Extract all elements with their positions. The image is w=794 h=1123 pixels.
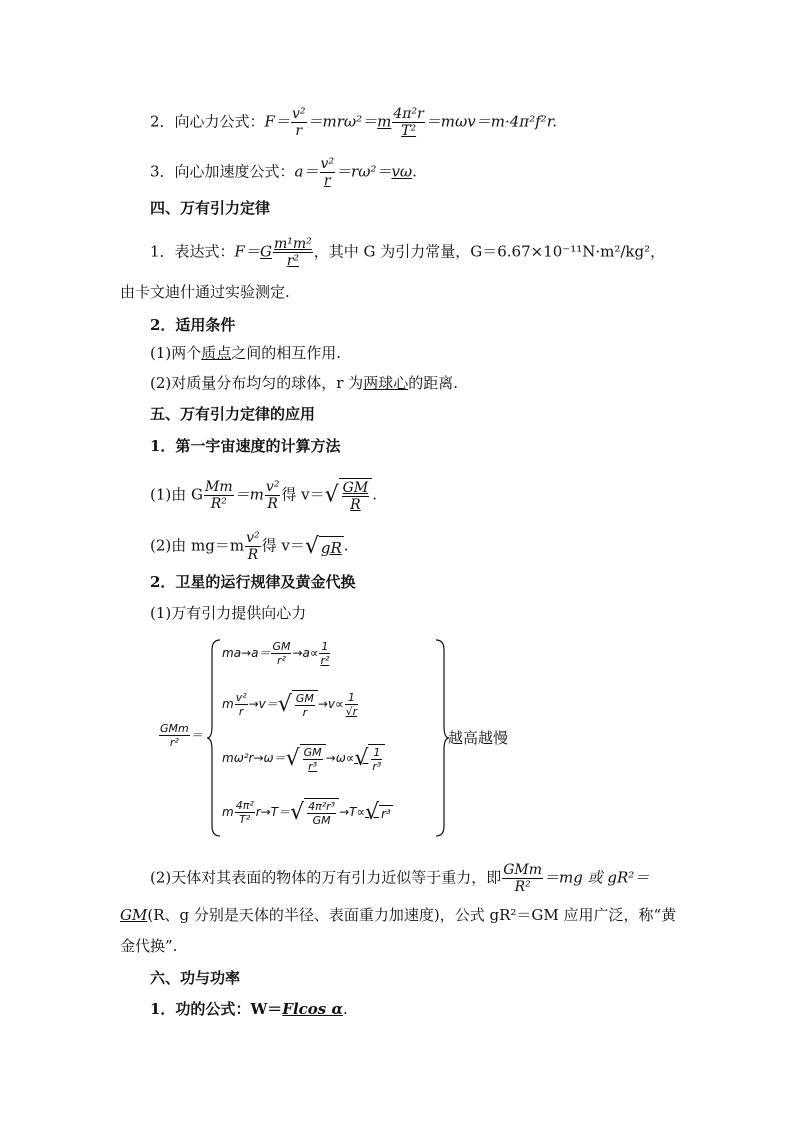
numerator: v² [246,530,260,546]
formula-centripetal-acceleration [150,156,417,189]
fraction [265,479,281,512]
denominator: r² [286,253,299,269]
formula-text: ＝mg 或 gR²＝ [544,868,650,887]
subheading-satellite: 2．卫星的运行规律及黄金代换 [150,573,356,591]
text: 的距离. [408,374,458,392]
relation-row-period [222,798,393,827]
text: (2)天体对其表面的物体的万有引力近似等于重力，即 [150,868,502,887]
denominator: R² [210,496,227,512]
fraction [392,106,424,139]
denominator: T² [401,123,417,139]
denominator: r² [169,736,179,749]
fraction [245,530,261,563]
denominator: r [323,173,331,189]
section-heading-gravitation: 四、万有引力定律 [150,199,271,217]
fraction [271,640,291,667]
radical-sign: √ [277,692,292,717]
radical-sign: √ [365,800,380,825]
formula-gravitation-law [150,236,665,269]
formula-text: ＝m [234,485,264,504]
numerator: v² [235,691,247,704]
fraction [159,722,190,749]
sqrt-expression [286,744,326,773]
item-number: 3．向心加速度公式： [150,162,295,181]
section-heading-applications: 五、万有引力定律的应用 [150,405,316,423]
denominator: T² [239,813,251,826]
denominator: r³ [372,760,382,773]
text: (R、g 分别是天体的半径、表面重力加速度)，公式 gR²＝GM 应用广泛，称“黄 [147,906,677,924]
denominator: r [302,706,308,719]
formula-text: m [222,805,234,819]
fraction [319,640,330,667]
answer: Flcos α [282,1000,343,1018]
formula-text: ＝mωv＝m·4π²f²r. [425,112,557,131]
formula-text: ma→a＝ [222,646,271,660]
radical-sign: √ [285,746,300,771]
lhs [158,722,203,749]
paragraph-text: 由卡文迪什通过实验测定. [120,283,290,301]
denominator: R² [514,879,531,895]
sqrt-expression [365,800,393,825]
numerator: Mm [205,479,233,495]
formula-text: mω²r→ω＝ [222,751,286,765]
sqrt-expression [278,690,318,719]
text: 得 v＝ [281,485,325,504]
numerator: GMm [503,862,543,878]
subheading-first-cosmic: 1．第一宇宙速度的计算方法 [150,437,341,455]
fraction [273,236,313,269]
formula-text: →v＝ [248,697,278,711]
sqrt-expression [304,533,344,559]
formula-text: F＝ [264,112,290,131]
numerator: v² [265,479,280,495]
text: (1)两个 [150,344,202,362]
text: . [372,485,377,504]
denominator: GM [312,814,331,827]
equals: ＝ [190,728,203,742]
radical-sign: √ [290,800,305,825]
radical-sign: √ [354,746,369,771]
formula-text: ＝rω²＝ [336,162,392,181]
answer: vω [391,162,413,181]
radicand: r³ [381,806,391,821]
numerator: GM [303,746,322,759]
numerator: 1 [321,640,329,653]
formula-first-cosmic-2 [150,530,349,563]
formula-text: m [377,112,392,131]
answer: 质点 [201,344,232,362]
sqrt-expression [354,744,385,773]
formula-text: →a∝ [292,646,319,660]
answer: gR [319,536,344,558]
denominator: r² [276,654,286,667]
numerator: GMm [160,722,189,735]
relation-row-v [222,690,359,719]
denominator: r³ [308,760,318,773]
subheading-centripetal-source: (1)万有引力提供向心力 [150,604,307,622]
fraction [342,480,370,513]
formula-first-cosmic-1 [150,478,377,513]
fraction [303,746,323,773]
numerator: v² [320,156,335,172]
numerator: 4π²r³ [308,800,336,813]
fraction [371,746,382,773]
subheading-conditions: 2．适用条件 [150,316,236,334]
denominator: √r [345,705,358,718]
fraction [235,691,248,718]
denominator: r² [320,654,330,667]
answer: 两球心 [363,374,409,392]
text: 1．功的公式：W＝ [150,1000,283,1018]
formula-text: ，其中 G 为引力常量，G＝6.67×10⁻¹¹N·m²/kg²， [313,242,666,261]
formula-text: →ω∝ [325,751,355,765]
relation-row-omega [222,744,385,773]
numerator: 4π²r [393,106,424,122]
numerator: GM [342,480,369,496]
sqrt-expression [290,798,339,827]
fraction [235,799,255,826]
relation-row-a [222,640,331,667]
section-heading-work-power: 六、功与功率 [150,969,241,987]
denominator: r [295,123,303,139]
formula-centripetal-force [150,106,557,139]
golden-substitution-line-3: 金代换”. [120,937,178,955]
fraction [295,692,315,719]
formula-text: m [222,697,234,711]
text: 得 v＝ [261,536,305,555]
golden-substitution-line-1 [150,862,649,895]
condition-1 [150,343,341,363]
numerator: GM [272,640,291,653]
denominator: r [238,705,244,718]
item-number: 2．向心力公式： [150,112,265,131]
numerator: 1 [345,691,359,705]
denominator: R [267,496,278,512]
formula-text: ＝mrω²＝ [307,112,378,131]
numerator: 4π² [235,799,254,812]
text: . [343,536,349,555]
text: 之间的相互作用. [231,344,342,362]
numerator: m¹m² [273,236,312,252]
radical-sign: √ [324,482,339,508]
fraction [320,156,336,189]
formula-text: F＝ [234,242,260,261]
numerator: GM [295,692,314,705]
text: (2)由 mg＝m [150,536,245,555]
fraction [291,106,307,139]
condition-2 [150,373,458,393]
formula-work [150,999,348,1019]
answer: GM [120,906,148,924]
formula-text: . [412,162,417,181]
formula-text: a＝ [294,162,319,181]
fraction [345,691,359,718]
slower-when-higher-label: 越高越慢 [448,729,509,747]
denominator: R [247,547,259,563]
formula-text: →v∝ [317,697,344,711]
item-number: 1．表达式： [150,242,235,261]
formula-text: →T∝ [339,805,366,819]
golden-substitution-line-2 [120,905,676,925]
fraction [307,800,336,827]
left-brace [206,638,222,838]
fraction [502,862,543,895]
numerator: 1 [373,746,381,759]
numerator: v² [291,106,306,122]
text: (2)对质量分布均匀的球体，r 为 [150,374,364,392]
formula-text: r→T＝ [255,805,291,819]
fraction [204,479,234,512]
text: . [343,1000,348,1018]
denominator: R [350,497,361,513]
answer: G [259,242,272,261]
sqrt-expression [325,478,373,513]
text: (1)由 G [150,485,203,504]
radical-sign: √ [304,533,319,559]
